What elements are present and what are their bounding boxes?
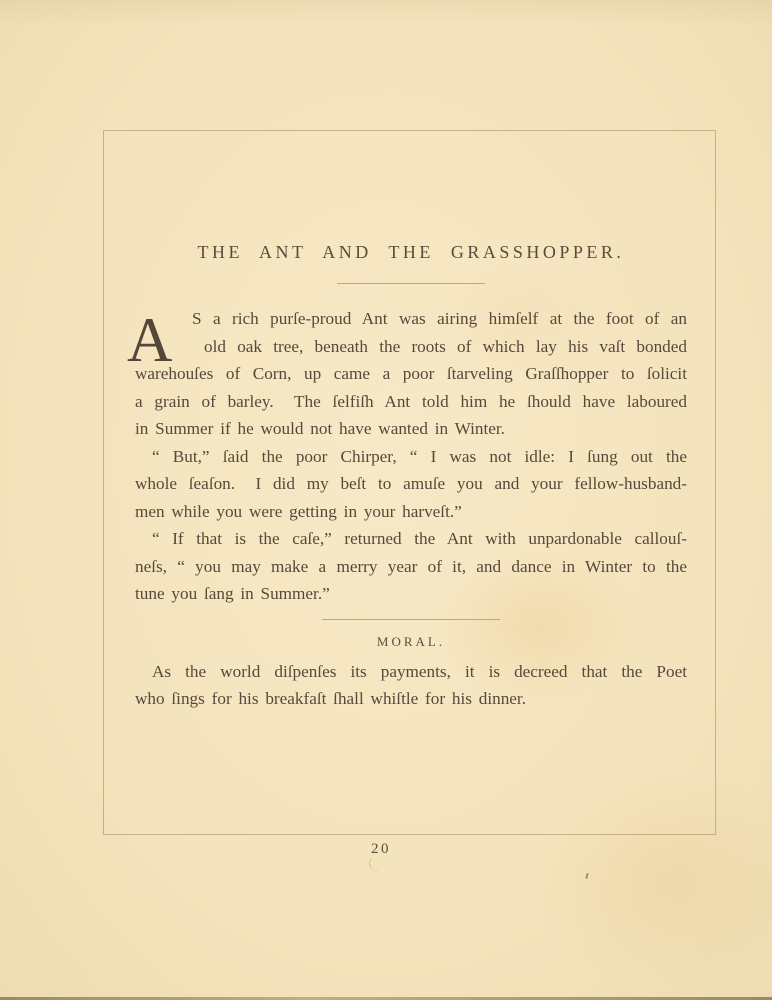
moral-heading: MORAL. [376, 633, 446, 649]
fable-title: THE ANT AND THE GRASSHOPPER. [197, 242, 625, 262]
paper-speck [585, 873, 588, 879]
fable-body [127, 305, 687, 608]
body-line: neſs, “ you may make a merry year of it, and dance in Winter to the [135, 556, 687, 576]
body-line: whole ſeaſon. I did my beſt to amuſe you and your fellow-husband- [135, 474, 687, 493]
faint-ink-smudge [369, 856, 381, 871]
body-line: men while you were getting in your harveſt.” [135, 501, 462, 521]
body-line: warehouſes of Corn, up came a poor ſtarveling Graſſhopper to ſolicit [135, 364, 687, 383]
body-line: S a rich purſe-proud Ant was airing himſelf at the foot of an [192, 309, 687, 328]
moral-body [135, 658, 687, 713]
page-number: 20 [371, 841, 391, 857]
drop-cap-letter: A [127, 305, 173, 375]
body-line: “ But,” ſaid the poor Chirper, “ I was not idle: I ſung out the [152, 446, 687, 466]
moral-line: who ſings for his breakfaſt ſhall whiſtle for his dinner. [135, 689, 527, 708]
moral-line: As the world diſpenſes its payments, it is decreed that the Poet [152, 661, 687, 681]
body-line: tune you ſang in Summer.” [135, 584, 330, 603]
body-line: old oak tree, beneath the roots of which lay his vaſt bonded [204, 336, 687, 356]
moral-divider-rule [322, 619, 500, 620]
body-line: “ If that is the caſe,” returned the Ant with unpardonable callouſ- [152, 529, 687, 548]
page-border-frame [103, 130, 716, 835]
body-line: a grain of barley. The ſelfiſh Ant told him he ſhould have laboured [135, 391, 687, 411]
title-divider-rule [337, 283, 485, 284]
body-line: in Summer if he would not have wanted in Winter. [135, 419, 505, 438]
